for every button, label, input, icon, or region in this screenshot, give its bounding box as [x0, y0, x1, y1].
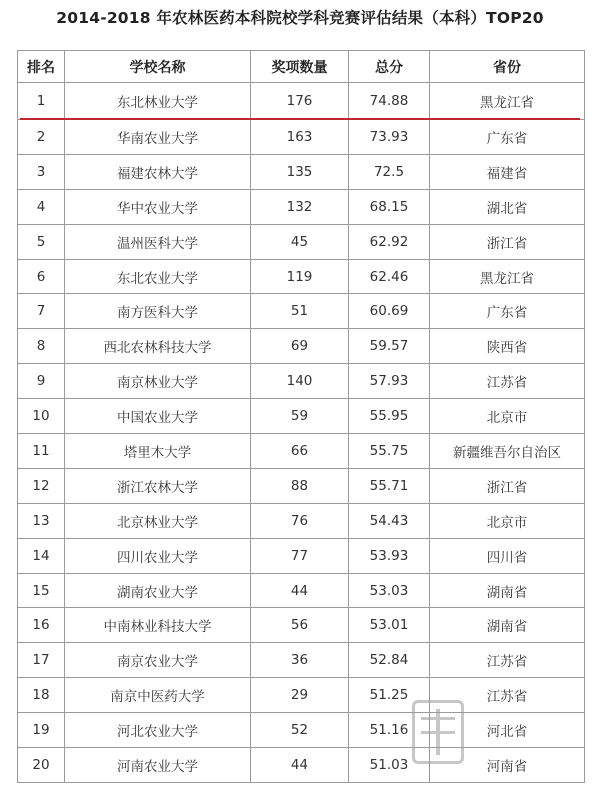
- cell-count: 29: [251, 678, 349, 713]
- cell-province: 广东省: [430, 294, 585, 329]
- cell-province: 浙江省: [430, 468, 585, 503]
- cell-rank: 5: [18, 224, 65, 259]
- cell-school: 中南林业科技大学: [65, 608, 251, 643]
- cell-count: 51: [251, 294, 349, 329]
- table-row: [18, 643, 585, 678]
- table-row: [18, 189, 585, 224]
- cell-school: 中国农业大学: [65, 399, 251, 434]
- cell-count: 176: [251, 83, 349, 120]
- cell-province: 河北省: [430, 713, 585, 748]
- cell-rank: 20: [18, 748, 65, 783]
- header-count: 奖项数量: [251, 51, 349, 83]
- cell-score: 53.03: [349, 573, 430, 608]
- cell-score: 51.03: [349, 748, 430, 783]
- cell-rank: 15: [18, 573, 65, 608]
- cell-school: 南方医科大学: [65, 294, 251, 329]
- cell-school: 温州医科大学: [65, 224, 251, 259]
- ranking-table: [17, 50, 585, 783]
- cell-province: 湖南省: [430, 573, 585, 608]
- cell-province: 四川省: [430, 538, 585, 573]
- highlight-underline: [20, 118, 580, 120]
- cell-province: 江苏省: [430, 364, 585, 399]
- cell-province: 福建省: [430, 154, 585, 189]
- table-row: [18, 748, 585, 783]
- cell-rank: 9: [18, 364, 65, 399]
- cell-score: 72.5: [349, 154, 430, 189]
- cell-rank: 14: [18, 538, 65, 573]
- table-row: [18, 259, 585, 294]
- cell-province: 河南省: [430, 748, 585, 783]
- cell-province: 陕西省: [430, 329, 585, 364]
- table-row: [18, 468, 585, 503]
- cell-province: 广东省: [430, 120, 585, 155]
- cell-score: 68.15: [349, 189, 430, 224]
- cell-province: 湖南省: [430, 608, 585, 643]
- cell-province: 黑龙江省: [430, 259, 585, 294]
- table-row: [18, 678, 585, 713]
- cell-rank: 8: [18, 329, 65, 364]
- cell-school: 西北农林科技大学: [65, 329, 251, 364]
- table-row: [18, 538, 585, 573]
- cell-rank: 16: [18, 608, 65, 643]
- cell-province: 浙江省: [430, 224, 585, 259]
- cell-count: 59: [251, 399, 349, 434]
- cell-score: 74.88: [349, 83, 430, 120]
- cell-school: 华南农业大学: [65, 120, 251, 155]
- cell-school: 福建农林大学: [65, 154, 251, 189]
- cell-score: 51.16: [349, 713, 430, 748]
- table-body: [18, 83, 585, 783]
- cell-school: 湖南农业大学: [65, 573, 251, 608]
- table-row: [18, 608, 585, 643]
- cell-count: 119: [251, 259, 349, 294]
- cell-school: 四川农业大学: [65, 538, 251, 573]
- cell-rank: 4: [18, 189, 65, 224]
- cell-count: 163: [251, 120, 349, 155]
- cell-score: 60.69: [349, 294, 430, 329]
- cell-score: 73.93: [349, 120, 430, 155]
- header-province: 省份: [430, 51, 585, 83]
- table-row: [18, 399, 585, 434]
- cell-rank: 1: [18, 83, 65, 120]
- cell-school: 东北农业大学: [65, 259, 251, 294]
- cell-count: 44: [251, 748, 349, 783]
- table-row: [18, 224, 585, 259]
- cell-province: 北京市: [430, 503, 585, 538]
- cell-score: 51.25: [349, 678, 430, 713]
- cell-school: 塔里木大学: [65, 434, 251, 469]
- cell-score: 55.71: [349, 468, 430, 503]
- cell-rank: 7: [18, 294, 65, 329]
- header-school: 学校名称: [65, 51, 251, 83]
- header-rank: 排名: [18, 51, 65, 83]
- cell-score: 57.93: [349, 364, 430, 399]
- table-row: [18, 713, 585, 748]
- table-row: [18, 364, 585, 399]
- table-row: [18, 294, 585, 329]
- cell-count: 140: [251, 364, 349, 399]
- cell-score: 55.75: [349, 434, 430, 469]
- table-row: [18, 434, 585, 469]
- cell-rank: 11: [18, 434, 65, 469]
- table-header-row: [18, 51, 585, 83]
- cell-score: 55.95: [349, 399, 430, 434]
- cell-count: 69: [251, 329, 349, 364]
- page-title: 2014-2018 年农林医药本科院校学科竞赛评估结果（本科）TOP20: [56, 9, 544, 27]
- cell-rank: 13: [18, 503, 65, 538]
- cell-count: 132: [251, 189, 349, 224]
- cell-rank: 2: [18, 120, 65, 155]
- cell-count: 66: [251, 434, 349, 469]
- cell-count: 45: [251, 224, 349, 259]
- cell-score: 62.46: [349, 259, 430, 294]
- cell-score: 59.57: [349, 329, 430, 364]
- cell-rank: 3: [18, 154, 65, 189]
- cell-school: 浙江农林大学: [65, 468, 251, 503]
- cell-province: 新疆维吾尔自治区: [430, 434, 585, 469]
- cell-count: 76: [251, 503, 349, 538]
- cell-school: 北京林业大学: [65, 503, 251, 538]
- cell-score: 52.84: [349, 643, 430, 678]
- cell-province: 江苏省: [430, 643, 585, 678]
- cell-rank: 18: [18, 678, 65, 713]
- cell-rank: 10: [18, 399, 65, 434]
- cell-school: 河北农业大学: [65, 713, 251, 748]
- cell-count: 77: [251, 538, 349, 573]
- table-row: [18, 154, 585, 189]
- cell-score: 54.43: [349, 503, 430, 538]
- cell-school: 河南农业大学: [65, 748, 251, 783]
- header-score: 总分: [349, 51, 430, 83]
- table-row: [18, 120, 585, 155]
- cell-count: 88: [251, 468, 349, 503]
- cell-province: 黑龙江省: [430, 83, 585, 120]
- cell-school: 南京林业大学: [65, 364, 251, 399]
- cell-rank: 19: [18, 713, 65, 748]
- cell-school: 南京中医药大学: [65, 678, 251, 713]
- cell-count: 44: [251, 573, 349, 608]
- cell-score: 53.01: [349, 608, 430, 643]
- cell-school: 南京农业大学: [65, 643, 251, 678]
- cell-score: 53.93: [349, 538, 430, 573]
- cell-province: 江苏省: [430, 678, 585, 713]
- table-row: [18, 329, 585, 364]
- cell-province: 湖北省: [430, 189, 585, 224]
- table-row: [18, 83, 585, 120]
- cell-rank: 17: [18, 643, 65, 678]
- cell-count: 135: [251, 154, 349, 189]
- cell-rank: 6: [18, 259, 65, 294]
- table-row: [18, 573, 585, 608]
- table-row: [18, 503, 585, 538]
- cell-province: 北京市: [430, 399, 585, 434]
- cell-count: 56: [251, 608, 349, 643]
- cell-count: 36: [251, 643, 349, 678]
- cell-school: 东北林业大学: [65, 83, 251, 120]
- cell-school: 华中农业大学: [65, 189, 251, 224]
- cell-score: 62.92: [349, 224, 430, 259]
- cell-rank: 12: [18, 468, 65, 503]
- cell-count: 52: [251, 713, 349, 748]
